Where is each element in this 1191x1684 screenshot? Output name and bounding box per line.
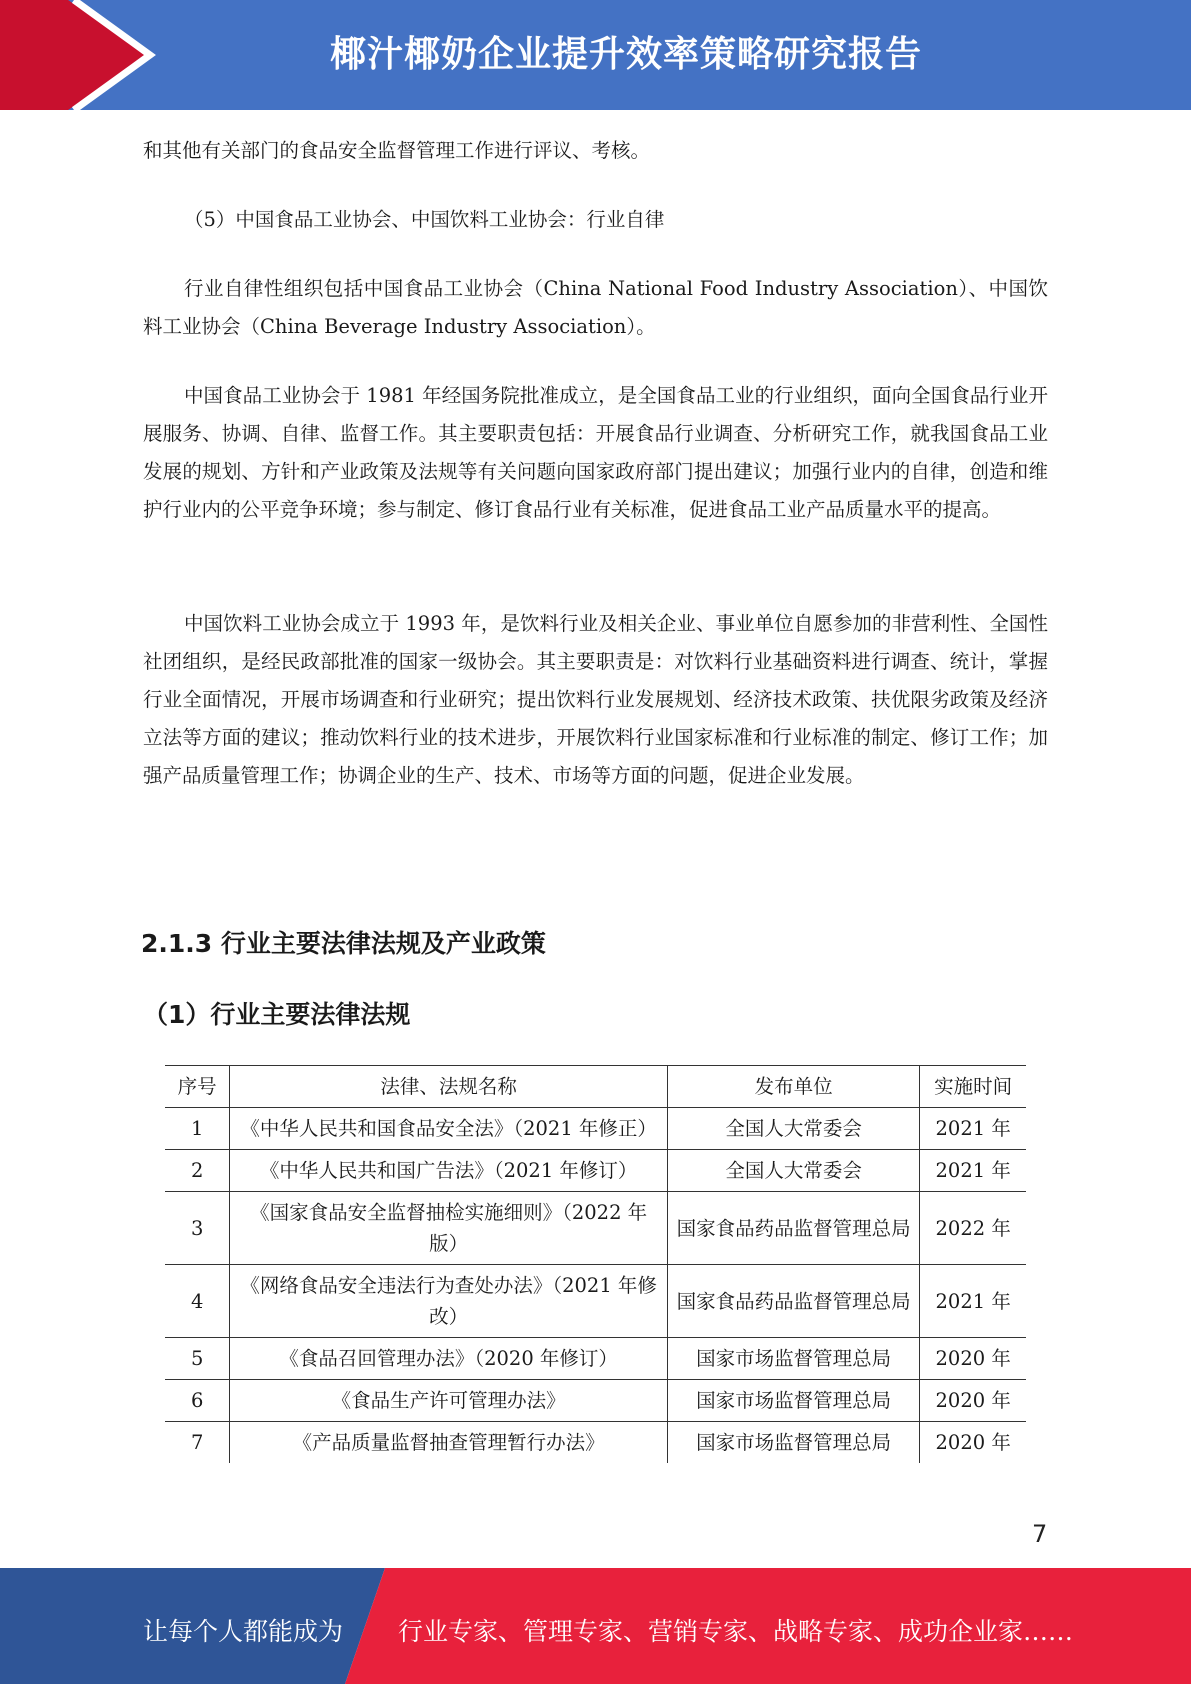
- footer-slogan-left: 让每个人都能成为: [143, 1617, 344, 1646]
- table-row: [165, 1108, 1026, 1150]
- cell-org: 国家市场监督管理总局: [667, 1338, 919, 1380]
- section-heading: 2.1.3 行业主要法律法规及产业政策: [141, 929, 546, 958]
- header-cell-name: 法律、法规名称: [230, 1066, 668, 1108]
- cell-no: 3: [165, 1192, 230, 1265]
- paragraph-4: 中国食品工业协会于 1981 年经国务院批准成立，是全国食品工业的行业组织，面向全国食品行业开展服务、协调、自律、监督工作。其主要职责包括：开展食品行业调查、分析研究工作，就我国食品工业发展的规划、方针和产业政策及法规等有关问题向国家政府部门提出建议；加强行业内的自律，创造和维护行业内的公平竞争环境；参与制定、修订食品行业有关标准，促进食品工业产品质量水平的提高。: [143, 384, 1048, 521]
- header-chevron-shape: [0, 0, 160, 110]
- table-row: [165, 1192, 1026, 1265]
- paragraph-2: （5）中国食品工业协会、中国饮料工业协会：行业自律: [184, 208, 665, 231]
- paragraph-3: 行业自律性组织包括中国食品工业协会（China National Food Industry Association）、中国饮料工业协会（China Beverage Industry Association）。: [143, 277, 1048, 338]
- paragraph-1: 和其他有关部门的食品安全监督管理工作进行评议、考核。: [143, 139, 651, 162]
- cell-org: 全国人大常委会: [667, 1108, 919, 1150]
- cell-date: 2021 年: [920, 1108, 1026, 1150]
- table-row: [165, 1380, 1026, 1422]
- cell-date: 2020 年: [920, 1422, 1026, 1464]
- footer-banner: [0, 1568, 1191, 1684]
- header-cell-no: 序号: [165, 1066, 230, 1108]
- footer-slogan-right: 行业专家、管理专家、营销专家、战略专家、成功企业家……: [398, 1617, 1074, 1646]
- cell-date: 2020 年: [920, 1338, 1026, 1380]
- cell-date: 2022 年: [920, 1192, 1026, 1265]
- paragraph-5: 中国饮料工业协会成立于 1993 年，是饮料行业及相关企业、事业单位自愿参加的非营利性、全国性社团组织，是经民政部批准的国家一级协会。其主要职责是：对饮料行业基础资料进行调查、统计，掌握行业全面情况，开展市场调查和行业研究；提出饮料行业发展规划、经济技术政策、扶优限劣政策及经济立法等方面的建议；推动饮料行业的技术进步，开展饮料行业国家标准和行业标准的制定、修订工作；加强产品质量管理工作；协调企业的生产、技术、市场等方面的问题，促进企业发展。: [143, 612, 1048, 787]
- table-row: [165, 1150, 1026, 1192]
- cell-name: 《中华人民共和国广告法》（2021 年修订）: [230, 1150, 668, 1192]
- header-cell-date: 实施时间: [920, 1066, 1026, 1108]
- cell-no: 1: [165, 1108, 230, 1150]
- cell-date: 2021 年: [920, 1265, 1026, 1338]
- table-row: [165, 1265, 1026, 1338]
- page-number: 7: [1032, 1520, 1048, 1548]
- cell-name: 《网络食品安全违法行为查处办法》（2021 年修改）: [230, 1265, 668, 1338]
- table-row: [165, 1422, 1026, 1464]
- cell-org: 国家食品药品监督管理总局: [667, 1265, 919, 1338]
- cell-no: 7: [165, 1422, 230, 1464]
- cell-no: 5: [165, 1338, 230, 1380]
- table-row: [165, 1338, 1026, 1380]
- cell-no: 4: [165, 1265, 230, 1338]
- cell-name: 《国家食品安全监督抽检实施细则》（2022 年版）: [230, 1192, 668, 1265]
- cell-no: 6: [165, 1380, 230, 1422]
- cell-name: 《产品质量监督抽查管理暂行办法》: [230, 1422, 668, 1464]
- sub-heading: （1）行业主要法律法规: [143, 1000, 411, 1029]
- cell-org: 国家食品药品监督管理总局: [667, 1192, 919, 1265]
- report-title: 椰汁椰奶企业提升效率策略研究报告: [330, 34, 923, 75]
- cell-date: 2020 年: [920, 1380, 1026, 1422]
- header-banner: [0, 0, 1191, 110]
- cell-name: 《中华人民共和国食品安全法》（2021 年修正）: [230, 1108, 668, 1150]
- table-header-row: [165, 1066, 1026, 1108]
- cell-org: 国家市场监督管理总局: [667, 1380, 919, 1422]
- cell-date: 2021 年: [920, 1150, 1026, 1192]
- header-cell-org: 发布单位: [667, 1066, 919, 1108]
- cell-org: 全国人大常委会: [667, 1150, 919, 1192]
- cell-org: 国家市场监督管理总局: [667, 1422, 919, 1464]
- cell-no: 2: [165, 1150, 230, 1192]
- cell-name: 《食品生产许可管理办法》: [230, 1380, 668, 1422]
- laws-table: [165, 1065, 1026, 1463]
- cell-name: 《食品召回管理办法》（2020 年修订）: [230, 1338, 668, 1380]
